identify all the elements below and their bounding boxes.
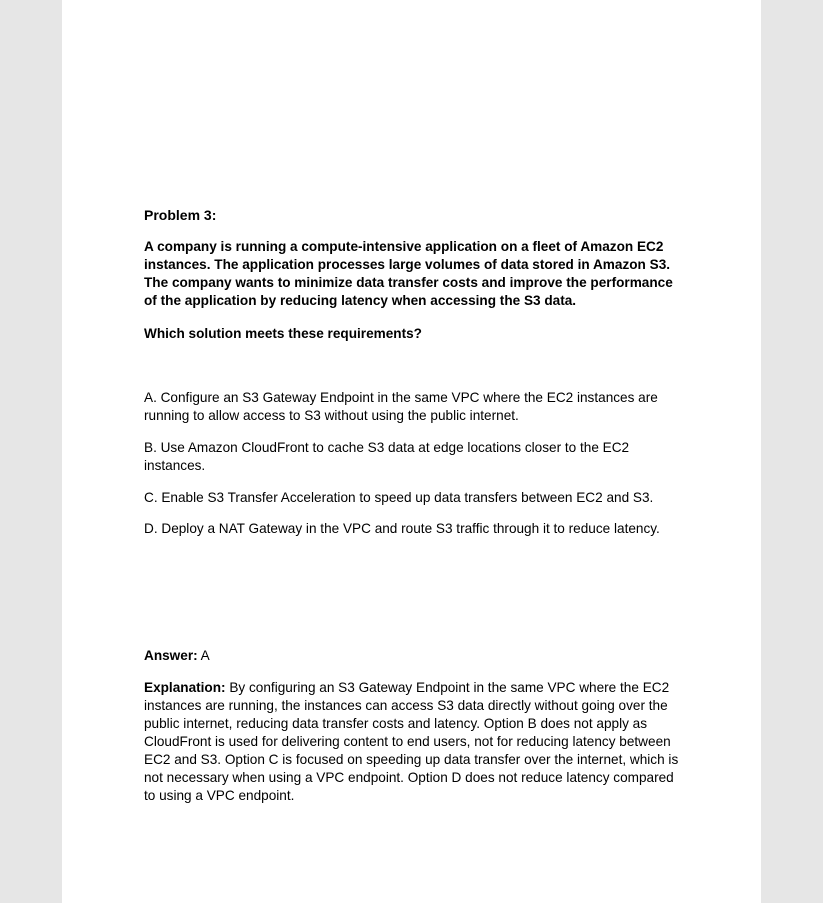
option-a: A. Configure an S3 Gateway Endpoint in the same VPC where the EC2 instances are running to allow access to S3 without using the public internet.	[144, 390, 658, 423]
answer-value: A	[200, 648, 210, 663]
option-d: D. Deploy a NAT Gateway in the VPC and route S3 traffic through it to reduce latency.	[144, 521, 660, 536]
problem-title: Problem 3:	[144, 207, 217, 223]
option-c: C. Enable S3 Transfer Acceleration to speed up data transfers between EC2 and S3.	[144, 490, 654, 505]
explanation-text: By configuring an S3 Gateway Endpoint in the same VPC where the EC2 instances are running, the instances can access S3 data directly without going over the public internet, reducing data transfer costs and latency. Option B does not apply as CloudFront is used for delivering content to end users, not for reducing latency between EC2 and S3. Option C is focused on speeding up data transfer over the internet, which is not necessary when using a VPC endpoint. Option D does not reduce latency compared to using a VPC endpoint.	[144, 680, 679, 803]
question-text: A company is running a compute-intensive application on a fleet of Amazon EC2 instances. The application processes large volumes of data stored in Amazon S3. The company wants to minimize data transfer costs and improve the performance of the application by reducing latency when accessing the S3 data.	[144, 239, 673, 308]
document-page	[62, 0, 761, 903]
explanation-label: Explanation:	[144, 680, 226, 695]
question-prompt: Which solution meets these requirements?	[144, 326, 422, 341]
explanation	[144, 679, 684, 805]
option-b: B. Use Amazon CloudFront to cache S3 data at edge locations closer to the EC2 instances.	[144, 440, 630, 473]
answer-label: Answer:	[144, 648, 198, 663]
answer	[144, 647, 684, 665]
